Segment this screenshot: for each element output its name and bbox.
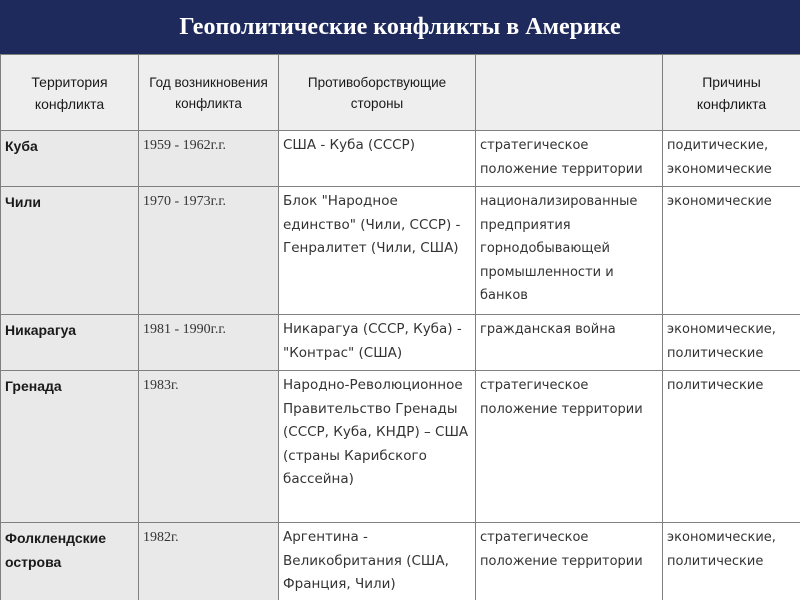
cell-nature: экономические [663,187,800,315]
cell-reason: национализированные предприятия горнодобывающей промышленности и банков [476,187,663,315]
cell-nature: политические [663,371,800,523]
cell-sides: Народно-Революционное Правительство Гренады (СССР, Куба, КНДР) – США (страны Карибского бассейна) [279,371,476,523]
table-row [1,371,800,523]
header-reasons: Причины конфликта [663,55,800,131]
table-row [1,187,800,315]
cell-sides: Аргентина - Великобритания (США, Франция, Чили) [279,523,476,600]
cell-reason: стратегическое положение территории [476,371,663,523]
cell-territory: Никарагуа [1,315,139,371]
cell-reason: стратегическое положение территории [476,523,663,600]
table-header-row [1,55,800,131]
table-row [1,315,800,371]
cell-territory: Фолклендские острова [1,523,139,600]
cell-sides: Блок "Народное единство" (Чили, СССР) - Генралитет (Чили, США) [279,187,476,315]
cell-nature: экономические, политические [663,315,800,371]
cell-year: 1981 - 1990г.г. [139,315,279,371]
header-empty [476,55,663,131]
header-territory: Территория конфликта [1,55,139,131]
table-row [1,131,800,187]
cell-sides: Никарагуа (СССР, Куба) - "Контрас" (США) [279,315,476,371]
conflicts-table [0,54,800,600]
header-sides: Противоборствующие стороны [279,55,476,131]
cell-nature: подитические, экономические [663,131,800,187]
cell-territory: Гренада [1,371,139,523]
cell-year: 1983г. [139,371,279,523]
cell-territory: Куба [1,131,139,187]
cell-nature: экономические, политические [663,523,800,600]
cell-reason: стратегическое положение территории [476,131,663,187]
cell-territory: Чили [1,187,139,315]
page-title: Геополитические конфликты в Америке [0,0,800,54]
cell-year: 1959 - 1962г.г. [139,131,279,187]
header-year: Год возникновения конфликта [139,55,279,131]
table-row [1,523,800,600]
cell-sides: США - Куба (СССР) [279,131,476,187]
cell-year: 1970 - 1973г.г. [139,187,279,315]
cell-year: 1982г. [139,523,279,600]
cell-reason: гражданская война [476,315,663,371]
